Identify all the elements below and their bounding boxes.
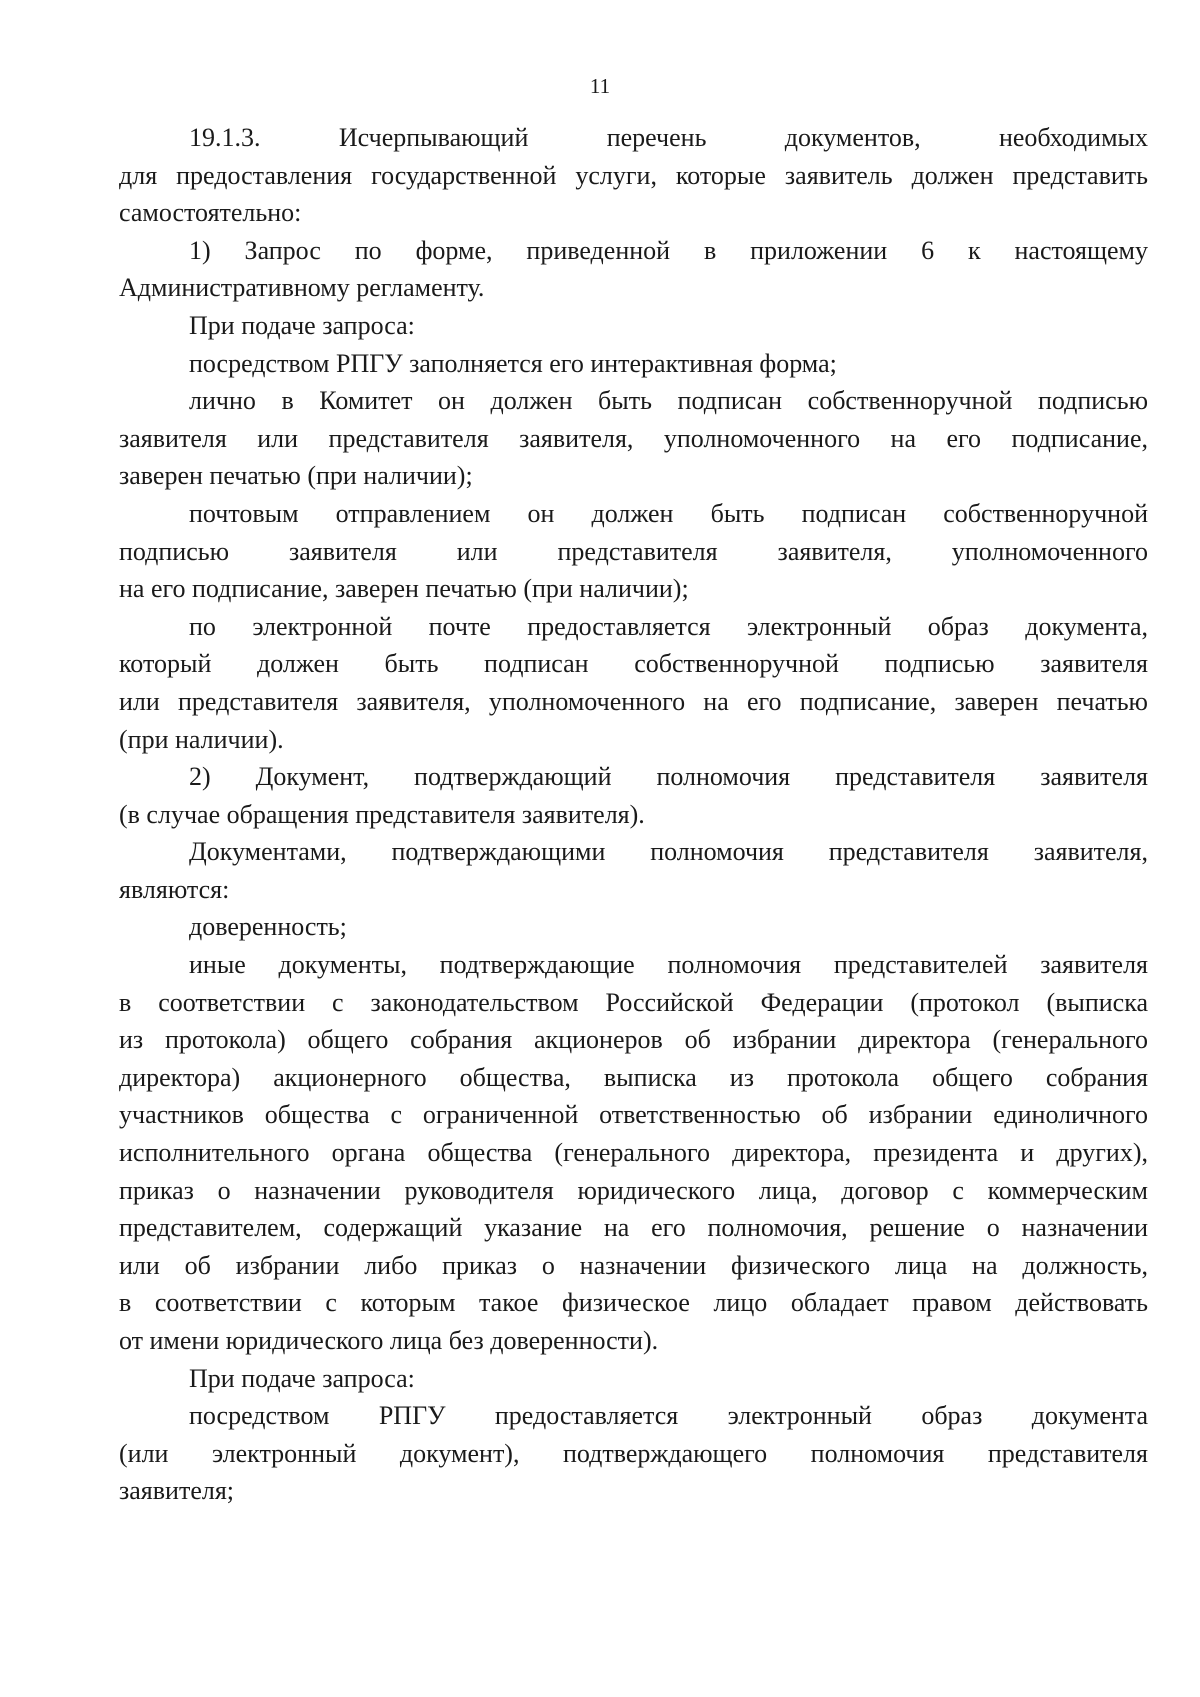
text-line: исполнительного органа общества (генерального директора, президента и других), xyxy=(119,1138,1148,1168)
text-line: на его подписание, заверен печатью (при наличии); xyxy=(119,574,689,604)
paragraph xyxy=(119,833,1148,908)
text-line: от имени юридического лица без доверенности). xyxy=(119,1326,659,1355)
text-line: заверен печатью (при наличии); xyxy=(119,461,473,491)
text-line: представителем, содержащий указание на его полномочия, решение о назначении xyxy=(119,1213,1148,1243)
paragraph xyxy=(119,908,1148,946)
text-line: приказ о назначении руководителя юридического лица, договор с коммерческим xyxy=(119,1175,1148,1205)
text-line: При подаче запроса: xyxy=(189,1363,415,1393)
text-line: заявителя или представителя заявителя, уполномоченного на его подписание, xyxy=(119,423,1148,453)
paragraph xyxy=(119,946,1148,1360)
text-line: 19.1.3. Исчерпывающий перечень документов, необходимых xyxy=(189,123,1148,152)
text-line: почтовым отправлением он должен быть подписан собственноручной xyxy=(189,498,1148,528)
text-line: При подаче запроса: xyxy=(189,310,415,340)
text-line: (при наличии). xyxy=(119,724,284,754)
text-line: самостоятельно: xyxy=(119,198,302,228)
paragraph xyxy=(119,119,1148,232)
page-number: 11 xyxy=(589,74,611,98)
paragraph xyxy=(119,495,1148,608)
text-line: Административному регламенту. xyxy=(119,273,485,303)
text-line: подписью заявителя или представителя заявителя, уполномоченного xyxy=(119,536,1148,566)
text-line: заявителя; xyxy=(119,1476,235,1506)
text-line: (в случае обращения представителя заявителя). xyxy=(119,799,645,829)
paragraph xyxy=(119,307,1148,345)
text-line: который должен быть подписан собственноручной подписью заявителя xyxy=(119,649,1148,679)
text-line: доверенность; xyxy=(189,912,347,942)
text-line: посредством РПГУ заполняется его интерактивная форма; xyxy=(189,348,837,378)
text-line: или представителя заявителя, уполномоченного на его подписание, заверен печатью xyxy=(119,686,1148,716)
paragraph xyxy=(119,758,1148,833)
paragraph xyxy=(119,232,1148,307)
text-line: для предоставления государственной услуги, которые заявитель должен представить xyxy=(119,160,1148,190)
text-line: участников общества с ограниченной ответственностью об избрании единоличного xyxy=(119,1100,1148,1130)
paragraph xyxy=(119,608,1148,758)
paragraph xyxy=(119,382,1148,495)
text-line: Документами, подтверждающими полномочия представителя заявителя, xyxy=(189,837,1148,867)
document-body xyxy=(119,119,1148,1510)
text-line: в соответствии с законодательством Российской Федерации (протокол (выписка xyxy=(119,987,1148,1017)
text-line: в соответствии с которым такое физическое лицо обладает правом действовать xyxy=(119,1288,1148,1318)
text-line: или об избрании либо приказ о назначении физического лица на должность, xyxy=(119,1250,1148,1280)
text-line: 2) Документ, подтверждающий полномочия представителя заявителя xyxy=(189,762,1148,792)
text-line: лично в Комитет он должен быть подписан собственноручной подписью xyxy=(189,386,1148,416)
text-line: являются: xyxy=(119,874,230,904)
text-line: по электронной почте предоставляется электронный образ документа, xyxy=(189,611,1148,641)
text-line: (или электронный документ), подтверждающего полномочия представителя xyxy=(119,1438,1148,1468)
text-line: из протокола) общего собрания акционеров об избрании директора (генерального xyxy=(119,1025,1148,1055)
text-line: 1) Запрос по форме, приведенной в приложении 6 к настоящему xyxy=(189,235,1148,265)
text-line: директора) акционерного общества, выписка из протокола общего собрания xyxy=(119,1062,1148,1092)
paragraph xyxy=(119,345,1148,383)
text-line: посредством РПГУ предоставляется электронный образ документа xyxy=(189,1401,1148,1431)
paragraph xyxy=(119,1360,1148,1398)
paragraph xyxy=(119,1397,1148,1510)
text-line: иные документы, подтверждающие полномочия представителей заявителя xyxy=(189,950,1148,980)
